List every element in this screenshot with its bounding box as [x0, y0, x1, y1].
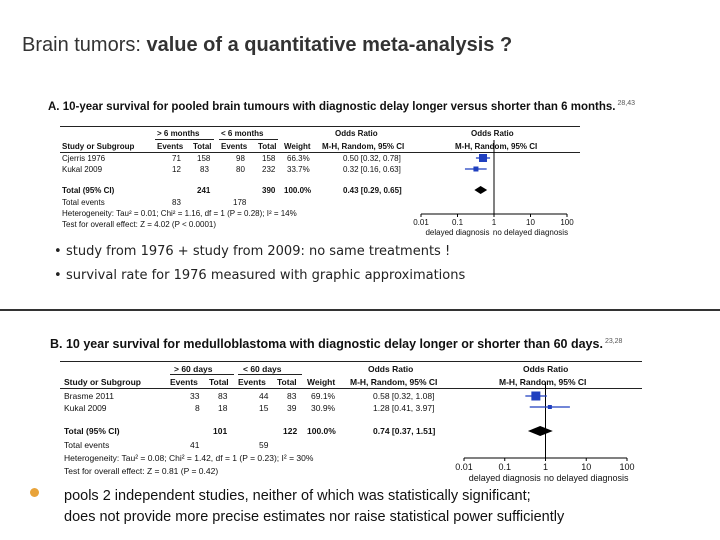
study-marker [548, 405, 552, 409]
panel-b-plot-subheader: M-H, Random, 95% CI [499, 377, 587, 387]
heterogeneity-text: Heterogeneity: Tau² = 0.08; Chi² = 1.42, df = 1 (P = 0.23); I² = 30% [64, 453, 314, 463]
weight: 30.9% [311, 403, 336, 413]
total-2: 83 [287, 391, 297, 401]
total-2: 39 [287, 403, 297, 413]
panel-b-col-mh: M-H, Random, 95% CI [350, 377, 438, 387]
panel-b-ref: 23,28 [604, 337, 623, 345]
panel-a-col-study: Study or Subgroup [62, 142, 135, 151]
panel-a-title-text: A. 10-year survival for pooled brain tumours with diagnostic delay longer versus shorter than 6 months. [48, 100, 616, 113]
favours-right-label: no delayed diagnosis [543, 473, 629, 483]
favours-left-label: delayed diagnosis [425, 228, 490, 237]
events-label: Total events [62, 198, 105, 207]
events-1: 33 [190, 391, 200, 401]
study-name: Brasme 2011 [64, 391, 114, 401]
bullet-text: survival rate for 1976 measured with graphic approximations [66, 268, 466, 283]
events-label: Total events [64, 440, 110, 450]
bullet-dot-icon [30, 488, 39, 497]
x-tick-label: 100 [560, 218, 574, 227]
study-name: Cjerris 1976 [62, 154, 106, 163]
panel-a-col-total1: Total [193, 142, 212, 151]
events-total-2: 178 [233, 198, 247, 207]
bullet-dot-icon: • [54, 268, 62, 283]
x-tick-label: 1 [491, 218, 497, 227]
favours-left-label: delayed diagnosis [468, 473, 541, 483]
panel-a-plot-header: Odds Ratio [471, 129, 514, 138]
events-2: 80 [236, 165, 245, 174]
x-tick-label: 1 [542, 462, 549, 472]
x-tick-label: 100 [619, 462, 635, 472]
total-1: 83 [218, 391, 228, 401]
total-weight: 100.0% [307, 426, 336, 436]
study-name: Kukal 2009 [64, 403, 107, 413]
odds-ratio-ci: 0.58 [0.32, 1.08] [373, 391, 435, 401]
total-1: 101 [213, 426, 228, 436]
events-total-1: 83 [172, 198, 181, 207]
panel-b-group2: < 60 days [243, 364, 282, 374]
weight: 66.3% [287, 154, 310, 163]
odds-ratio-ci: 1.28 [0.41, 3.97] [373, 403, 435, 413]
overall-effect-text: Test for overall effect: Z = 0.81 (P = 0.42) [64, 466, 219, 476]
panel-b-col-events1: Events [170, 377, 198, 387]
panel-a-col-mh: M-H, Random, 95% CI [322, 142, 405, 151]
total-weight: 100.0% [284, 186, 312, 195]
events-total-1: 41 [190, 440, 200, 450]
total-2: 122 [283, 426, 298, 436]
total-label: Total (95% CI) [62, 186, 115, 195]
panel-a-col-events2: Events [221, 142, 248, 151]
panel-b-group1: > 60 days [174, 364, 213, 374]
total-2: 158 [262, 154, 276, 163]
x-tick-label: 0.1 [451, 218, 464, 227]
heterogeneity-text: Heterogeneity: Tau² = 0.01; Chi² = 1.16, df = 1 (P = 0.28); I² = 14% [62, 209, 297, 218]
odds-ratio-ci: 0.32 [0.16, 0.63] [343, 165, 401, 174]
panel-b-col-events2: Events [238, 377, 266, 387]
overall-effect-text: Test for overall effect: Z = 4.02 (P < 0.0001) [62, 220, 217, 229]
panel-b-plot-header: Odds Ratio [523, 364, 569, 374]
total-2: 390 [262, 186, 276, 195]
panel-b-col-study: Study or Subgroup [64, 377, 141, 387]
events-1: 71 [172, 154, 181, 163]
odds-ratio-ci: 0.50 [0.32, 0.78] [343, 154, 401, 163]
x-tick-label: 10 [526, 218, 535, 227]
events-1: 8 [195, 403, 200, 413]
events-2: 98 [236, 154, 245, 163]
panel-a-col-weight: Weight [284, 142, 311, 151]
note-line-2: does not provide more precise estimates nor raise statistical power sufficiently [64, 509, 565, 525]
x-tick-label: 0.01 [413, 218, 429, 227]
panel-a-col-total2: Total [258, 142, 277, 151]
total-1: 158 [197, 154, 211, 163]
favours-right-label: no delayed diagnosis [492, 228, 569, 237]
x-tick-label: 10 [581, 462, 592, 472]
panel-b-col-total2: Total [277, 377, 297, 387]
total-2: 232 [262, 165, 276, 174]
panel-a-col-events1: Events [157, 142, 184, 151]
total-ci: 0.43 [0.29, 0.65] [343, 186, 402, 195]
events-total-2: 59 [259, 440, 269, 450]
study-name: Kukal 2009 [62, 165, 103, 174]
total-1: 83 [200, 165, 209, 174]
conclusion-note [40, 486, 564, 528]
slide-title-lead: Brain tumors: [22, 34, 147, 56]
total-ci: 0.74 [0.37, 1.51] [373, 426, 436, 436]
events-1: 12 [172, 165, 181, 174]
study-marker [531, 392, 540, 401]
x-tick-label: 0.01 [455, 462, 473, 472]
total-1: 18 [218, 403, 228, 413]
panel-b-title-text: B. 10 year survival for medulloblastoma with diagnostic delay longer or shorter than 60 days. [50, 337, 603, 351]
panel-a-plot-subheader: M-H, Random, 95% CI [455, 142, 538, 151]
weight: 69.1% [311, 391, 336, 401]
panel-a-group1: > 6 months [157, 129, 200, 138]
weight: 33.7% [287, 165, 310, 174]
note-line-1: pools 2 independent studies, neither of which was statistically significant; [64, 488, 531, 504]
pooled-diamond [528, 426, 553, 436]
bullet-text: study from 1976 + study from 2009: no same treatments ! [66, 244, 451, 259]
total-1: 241 [197, 186, 211, 195]
panel-b-col-weight: Weight [307, 377, 336, 387]
slide-title-strong: value of a quantitative meta-analysis ? [146, 34, 513, 56]
panel-a-or-header: Odds Ratio [335, 129, 378, 138]
panel-a-group2: < 6 months [221, 129, 264, 138]
events-2: 15 [259, 403, 269, 413]
panel-b-col-total1: Total [209, 377, 229, 387]
total-label: Total (95% CI) [64, 426, 120, 436]
events-2: 44 [259, 391, 269, 401]
x-tick-label: 0.1 [498, 462, 512, 472]
bullet-dot-icon: • [54, 244, 62, 259]
panel-b-or-header: Odds Ratio [368, 364, 414, 374]
panel-a-ref: 28,43 [617, 100, 635, 107]
